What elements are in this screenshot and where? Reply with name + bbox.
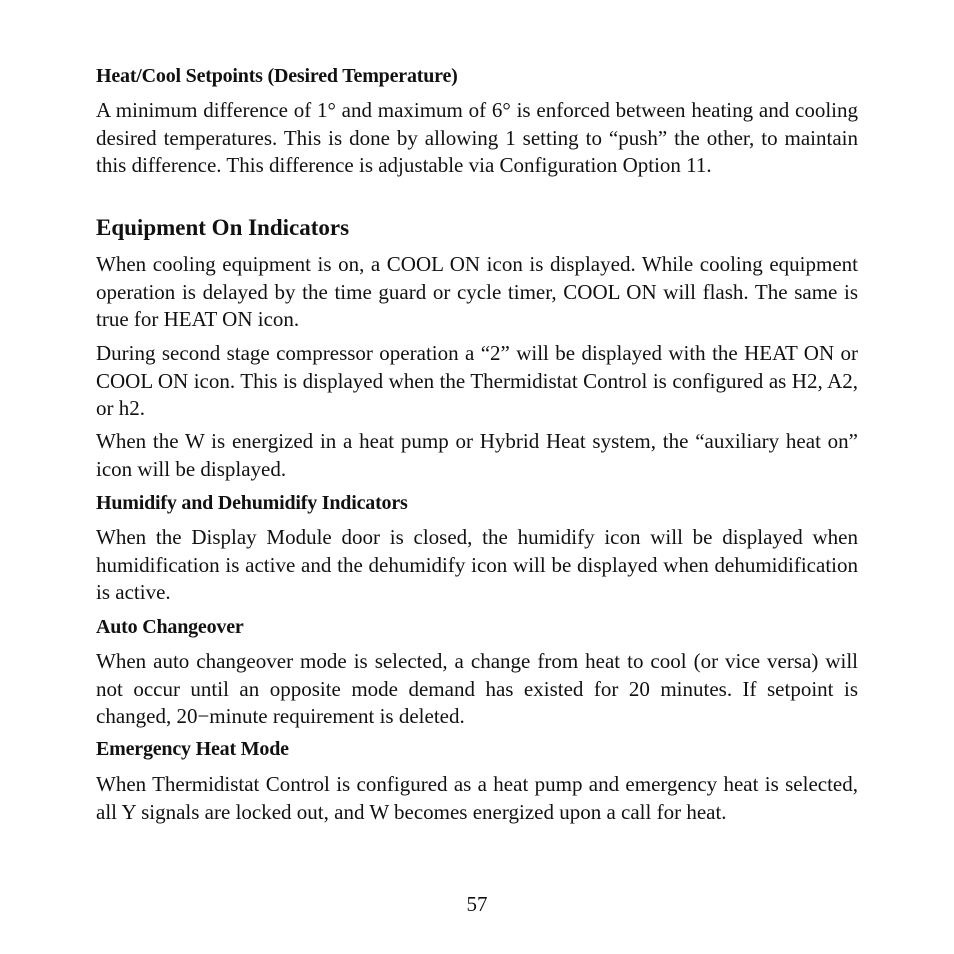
paragraph-emergency-heat: When Thermidistat Control is configured as a heat pump and emergency heat is selected, all Y signals are locked out, and W becomes energized upon a call for heat.	[96, 772, 858, 824]
paragraph-setpoints: A minimum difference of 1° and maximum of 6° is enforced between heating and cooling desired temperatures. This is done by allowing 1 setting to “push” the other, to maintain this difference. This difference is adjustable via Configuration Option 11.	[96, 98, 858, 178]
page-number: 57	[466, 892, 488, 916]
heading-setpoints: Heat/Cool Setpoints (Desired Temperature)	[96, 65, 458, 87]
heading-emergency-heat-mode: Emergency Heat Mode	[96, 738, 289, 760]
paragraph-auto-changeover: When auto changeover mode is selected, a change from heat to cool (or vice versa) will not occur until an opposite mode demand has existed for 20 minutes. If setpoint is changed, 20−minute requirement is deleted.	[96, 649, 858, 729]
paragraph-humidify: When the Display Module door is closed, the humidify icon will be displayed when humidification is active and the dehumidify icon will be displayed when dehumidification is active.	[96, 525, 858, 605]
document-page	[96, 0, 858, 954]
paragraph-equipment-1: When cooling equipment is on, a COOL ON icon is displayed. While cooling equipment operation is delayed by the time guard or cycle timer, COOL ON will flash. The same is true for HEAT ON icon.	[96, 252, 858, 332]
heading-humidify-indicators: Humidify and Dehumidify Indicators	[96, 492, 408, 514]
heading-equipment-on-indicators: Equipment On Indicators	[96, 215, 350, 240]
paragraph-equipment-2: During second stage compressor operation a “2” will be displayed with the HEAT ON or COOL ON icon. This is displayed when the Thermidistat Control is configured as H2, A2, or h2.	[96, 341, 858, 421]
paragraph-equipment-3: When the W is energized in a heat pump or Hybrid Heat system, the “auxiliary heat on” icon will be displayed.	[96, 429, 858, 481]
heading-auto-changeover: Auto Changeover	[96, 616, 244, 638]
